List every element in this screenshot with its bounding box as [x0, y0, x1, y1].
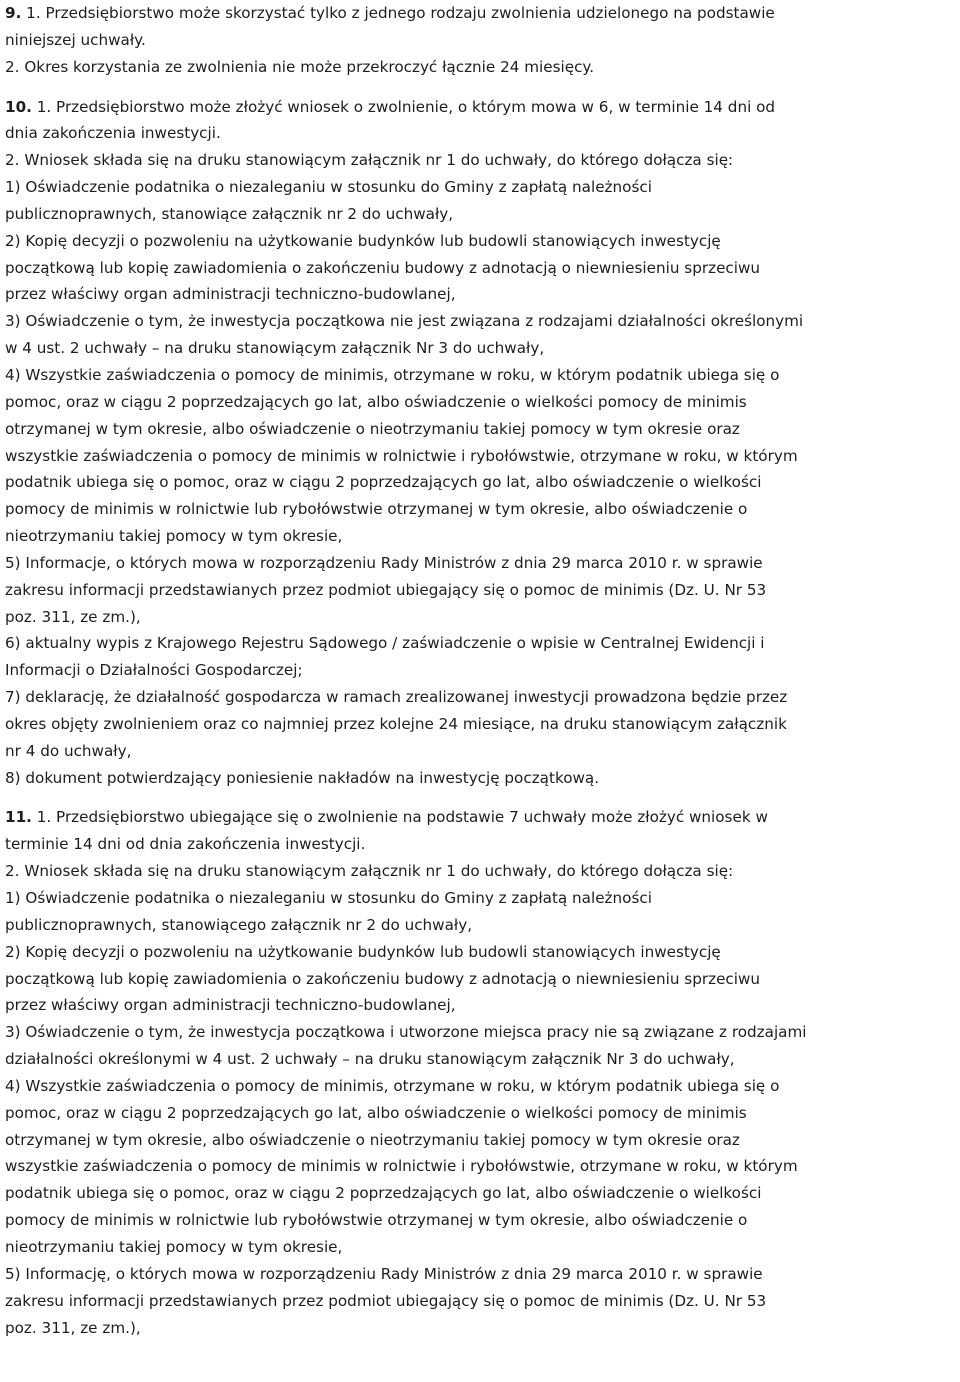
paragraph-line: 2. Wniosek składa się na druku stanowiącym załącznik nr 1 do uchwały, do którego dołącza się: — [5, 862, 734, 881]
paragraph-line: 4) Wszystkie zaświadczenia o pomocy de minimis, otrzymane w roku, w którym podatnik ubiega się o — [5, 365, 780, 384]
paragraph-line: pomocy de minimis w rolnictwie lub rybołówstwie otrzymanej w tym okresie, albo oświadczenie o — [5, 1211, 748, 1230]
paragraph-line: 7) deklarację, że działalność gospodarcza w ramach zrealizowanej inwestycji prowadzona będzie przez — [5, 688, 788, 707]
paragraph-line: w 4 ust. 2 uchwały – na druku stanowiącym załącznik Nr 3 do uchwały, — [5, 339, 545, 358]
paragraph-line: 11. 1. Przedsiębiorstwo ubiegające się o zwolnienie na podstawie 7 uchwały może złożyć wniosek w — [5, 808, 768, 827]
paragraph-line: 2. Okres korzystania ze zwolnienia nie może przekroczyć łącznie 24 miesięcy. — [5, 57, 595, 76]
paragraph-line: 6) aktualny wypis z Krajowego Rejestru Sądowego / zaświadczenie o wpisie w Centralnej Ewidencji i — [5, 634, 765, 653]
paragraph-line: Informacji o Działalności Gospodarczej; — [5, 661, 303, 680]
paragraph-line: nr 4 do uchwały, — [5, 741, 132, 760]
paragraph-line: poz. 311, ze zm.), — [5, 1318, 141, 1337]
section-number: 11. — [5, 808, 32, 827]
paragraph-line: dnia zakończenia inwestycji. — [5, 124, 221, 143]
section-10 — [5, 94, 955, 792]
section-9 — [5, 0, 955, 81]
section-gap — [5, 791, 955, 804]
paragraph-line: 9. 1. Przedsiębiorstwo może skorzystać tylko z jednego rodzaju zwolnienia udzielonego na podstawie — [5, 4, 775, 22]
section-gap — [5, 81, 955, 94]
paragraph-line: działalności określonymi w 4 ust. 2 uchwały – na druku stanowiącym załącznik Nr 3 do uchwały, — [5, 1050, 735, 1069]
paragraph-line: 1) Oświadczenie podatnika o niezaleganiu w stosunku do Gminy z zapłatą należności — [5, 178, 652, 197]
paragraph-line: poz. 311, ze zm.), — [5, 607, 141, 626]
paragraph-line: otrzymanej w tym okresie, albo oświadczenie o nieotrzymaniu takiej pomocy w tym okresie oraz — [5, 419, 740, 438]
paragraph-line: publicznoprawnych, stanowiącego załącznik nr 2 do uchwały, — [5, 915, 473, 934]
paragraph-line: otrzymanej w tym okresie, albo oświadczenie o nieotrzymaniu takiej pomocy w tym okresie oraz — [5, 1130, 740, 1149]
section-11 — [5, 804, 955, 1341]
paragraph-line: 8) dokument potwierdzający poniesienie nakładów na inwestycję początkową. — [5, 768, 600, 787]
paragraph-line: 10. 1. Przedsiębiorstwo może złożyć wniosek o zwolnienie, o którym mowa w 6, w terminie 14 dni od — [5, 97, 776, 116]
paragraph-line: podatnik ubiega się o pomoc, oraz w ciągu 2 poprzedzających go lat, albo oświadczenie o wielkości — [5, 473, 762, 492]
section-10-body — [5, 120, 955, 791]
paragraph-line: niniejszej uchwały. — [5, 30, 146, 49]
paragraph-line: 3) Oświadczenie o tym, że inwestycja początkowa nie jest związana z rodzajami działalności określonymi — [5, 312, 804, 331]
paragraph-line: wszystkie zaświadczenia o pomocy de minimis w rolnictwie i rybołówstwie, otrzymane w roku, w którym — [5, 446, 798, 465]
paragraph-line: 5) Informację, o których mowa w rozporządzeniu Rady Ministrów z dnia 29 marca 2010 r. w sprawie — [5, 1264, 763, 1283]
section-number: 10. — [5, 97, 32, 116]
paragraph-line: wszystkie zaświadczenia o pomocy de minimis w rolnictwie i rybołówstwie, otrzymane w roku, w którym — [5, 1157, 798, 1176]
paragraph-line: 2. Wniosek składa się na druku stanowiącym załącznik nr 1 do uchwały, do którego dołącza się: — [5, 151, 734, 170]
paragraph-line: pomocy de minimis w rolnictwie lub rybołówstwie otrzymanej w tym okresie, albo oświadczenie o — [5, 500, 748, 519]
paragraph-line: początkową lub kopię zawiadomienia o zakończeniu budowy z adnotacją o niewniesieniu sprzeciwu — [5, 258, 761, 277]
paragraph-line: początkową lub kopię zawiadomienia o zakończeniu budowy z adnotacją o niewniesieniu sprzeciwu — [5, 969, 761, 988]
paragraph-line: publicznoprawnych, stanowiące załącznik nr 2 do uchwały, — [5, 204, 454, 223]
section-11-body — [5, 831, 955, 1341]
paragraph-line: podatnik ubiega się o pomoc, oraz w ciągu 2 poprzedzających go lat, albo oświadczenie o wielkości — [5, 1184, 762, 1203]
paragraph-line: zakresu informacji przedstawianych przez podmiot ubiegający się o pomoc de minimis (Dz. U. Nr 53 — [5, 580, 767, 599]
paragraph-line: pomoc, oraz w ciągu 2 poprzedzających go lat, albo oświadczenie o wielkości pomocy de minimis — [5, 392, 747, 411]
section-number: 9. — [5, 4, 22, 22]
paragraph-line: 2) Kopię decyzji o pozwoleniu na użytkowanie budynków lub budowli stanowiących inwestycję — [5, 231, 721, 250]
paragraph-line: 2) Kopię decyzji o pozwoleniu na użytkowanie budynków lub budowli stanowiących inwestycję — [5, 942, 721, 961]
paragraph-line: 5) Informacje, o których mowa w rozporządzeniu Rady Ministrów z dnia 29 marca 2010 r. w sprawie — [5, 553, 763, 572]
paragraph-line: nieotrzymaniu takiej pomocy w tym okresie, — [5, 1237, 343, 1256]
paragraph-line: terminie 14 dni od dnia zakończenia inwestycji. — [5, 835, 366, 854]
paragraph-line: 1) Oświadczenie podatnika o niezaleganiu w stosunku do Gminy z zapłatą należności — [5, 889, 652, 907]
paragraph-line: pomoc, oraz w ciągu 2 poprzedzających go lat, albo oświadczenie o wielkości pomocy de minimis — [5, 1103, 747, 1122]
paragraph-line: okres objęty zwolnieniem oraz co najmniej przez kolejne 24 miesiące, na druku stanowiącym załącznik — [5, 714, 787, 733]
paragraph-line: zakresu informacji przedstawianych przez podmiot ubiegający się o pomoc de minimis (Dz. U. Nr 53 — [5, 1291, 767, 1310]
paragraph-line: przez właściwy organ administracji techniczno-budowlanej, — [5, 996, 456, 1015]
paragraph-line: 3) Oświadczenie o tym, że inwestycja początkowa i utworzone miejsca pracy nie są związane z rodzajami — [5, 1023, 807, 1042]
paragraph-line: przez właściwy organ administracji techniczno-budowlanej, — [5, 285, 456, 304]
paragraph-line: 4) Wszystkie zaświadczenia o pomocy de minimis, otrzymane w roku, w którym podatnik ubiega się o — [5, 1076, 780, 1095]
paragraph-line: nieotrzymaniu takiej pomocy w tym okresie, — [5, 527, 343, 546]
